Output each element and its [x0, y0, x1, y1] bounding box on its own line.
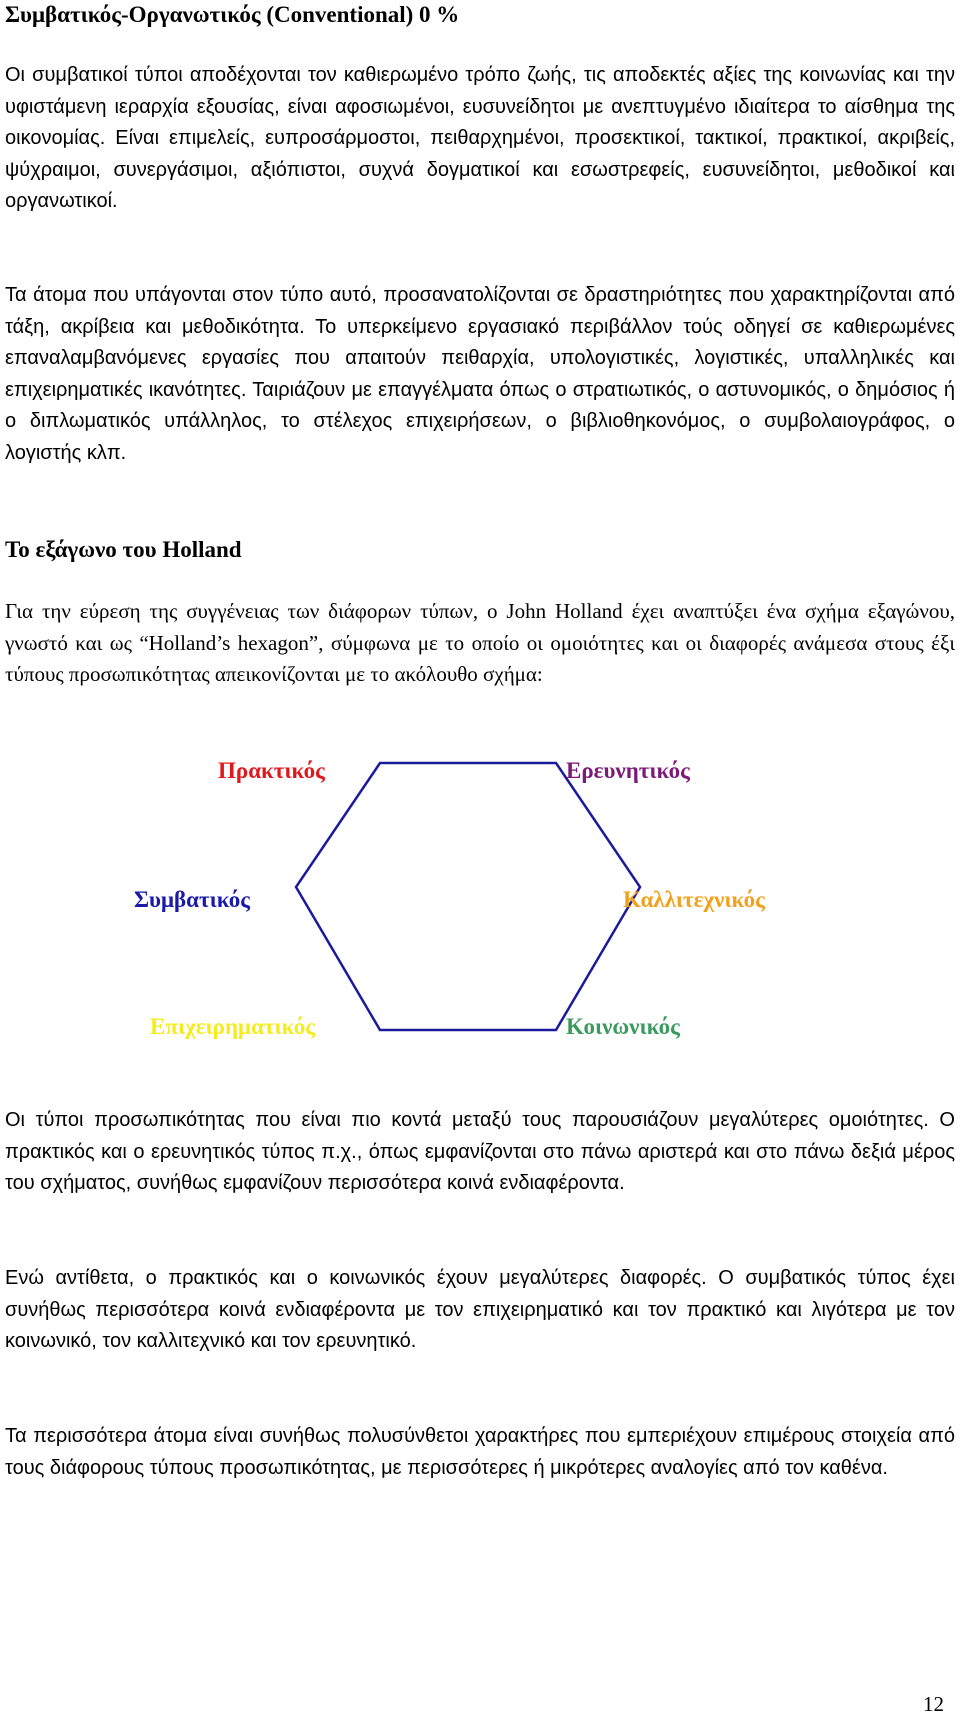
holland-hexagon-diagram: [0, 745, 960, 1045]
page-number: 12: [923, 1692, 944, 1716]
section-heading-hexagon: Το εξάγωνο του Holland: [5, 537, 242, 562]
closing-paragraph-3: Τα περισσότερα άτομα είναι συνήθως πολυσύνθετοι χαρακτήρες που εμπεριέχουν επιμέρους στοιχεία από τους διάφορους τύπους προσωπικότητας, με περισσότερες ή μικρότερες αναλογίες από τον καθένα.: [5, 1425, 955, 1479]
label-conventional: Συμβατικός: [134, 887, 251, 912]
paragraph-2: Τα άτομα που υπάγονται στον τύπο αυτό, προσανατολίζονται σε δραστηριότητες που χαρακτηρίζονται από τάξη, ακρίβεια και μεθοδικότητα. Το υπερκείμενο εργασιακό περιβάλλον τούς οδηγεί σε καθιερωμένες επαναλαμβανόμενες εργασίες που απαιτούν πειθαρχία, υπολογιστικές, λογιστικές, υπαλληλικές και επιχειρηματικές ικανότητες. Ταιριάζουν με επαγγέλματα όπως ο στρατιωτικός, ο αστυνομικός, ο δημόσιος ή ο διπλωματικός υπάλληλος, το στέλεχος επιχειρήσεων, ο βιβλιοθηκονόμος, ο συμβολαιογράφος, ο λογιστής κλπ.: [5, 284, 955, 464]
label-enterprising: Επιχειρηματικός: [150, 1014, 315, 1039]
closing-paragraph-2: Ενώ αντίθετα, ο πρακτικός και ο κοινωνικός έχουν μεγαλύτερες διαφορές. Ο συμβατικός τύπος έχει συνήθως περισσότερα κοινά ενδιαφέροντα με τον επιχειρηματικό και τον πρακτικό και λιγότερα με τον κοινωνικό, τον καλλιτεχνικό και τον ερευνητικό.: [5, 1267, 955, 1353]
closing-paragraph-1: Οι τύποι προσωπικότητας που είναι πιο κοντά μεταξύ τους παρουσιάζουν μεγαλύτερες ομοιότητες. Ο πρακτικός και ο ερευνητικός τύπος π.χ., όπως εμφανίζονται στο πάνω αριστερά και στο πάνω δεξιά μέρος του σχήματος, συνήθως εμφανίζουν περισσότερα κοινά ενδιαφέροντα.: [5, 1109, 955, 1195]
section-heading-conventional: Συμβατικός-Οργανωτικός (Conventional) 0 %: [5, 2, 460, 27]
label-social: Κοινωνικός: [566, 1014, 680, 1039]
hexagon-outline: [296, 763, 640, 1030]
label-investigative: Ερευνητικός: [566, 758, 690, 783]
label-artistic: Καλλιτεχνικός: [623, 887, 765, 912]
paragraph-1: Οι συμβατικοί τύποι αποδέχονται τον καθιερωμένο τρόπο ζωής, τις αποδεκτές αξίες της κοινωνίας και την υφιστάμενη ιεραρχία εξουσίας, είναι αφοσιωμένοι, ευσυνείδητοι με ανεπτυγμένο ιδιαίτερα το αίσθημα της οικονομίας. Είναι επιμελείς, ευπροσάρμοστοι, πειθαρχημένοι, προσεκτικοί, τακτικοί, πρακτικοί, ακριβείς, ψύχραιμοι, συνεργάσιμοι, αξιόπιστοι, συχνά δογματικοί και εσωστρεφείς, ευσυνείδητοι, μεθοδικοί και οργανωτικοί.: [5, 64, 955, 213]
intro-paragraph: Για την εύρεση της συγγένειας των διάφορων τύπων, ο John Holland έχει αναπτύξει ένα σχήμα εξαγώνου, γνωστό και ως “Holland’s hexagon”, σύμφωνα με το οποίο οι ομοιότητες και οι διαφορές ανάμεσα στους έξι τύπους προσωπικότητας απεικονίζονται με το ακόλουθο σχήμα:: [5, 599, 955, 687]
label-practical: Πρακτικός: [218, 758, 325, 783]
